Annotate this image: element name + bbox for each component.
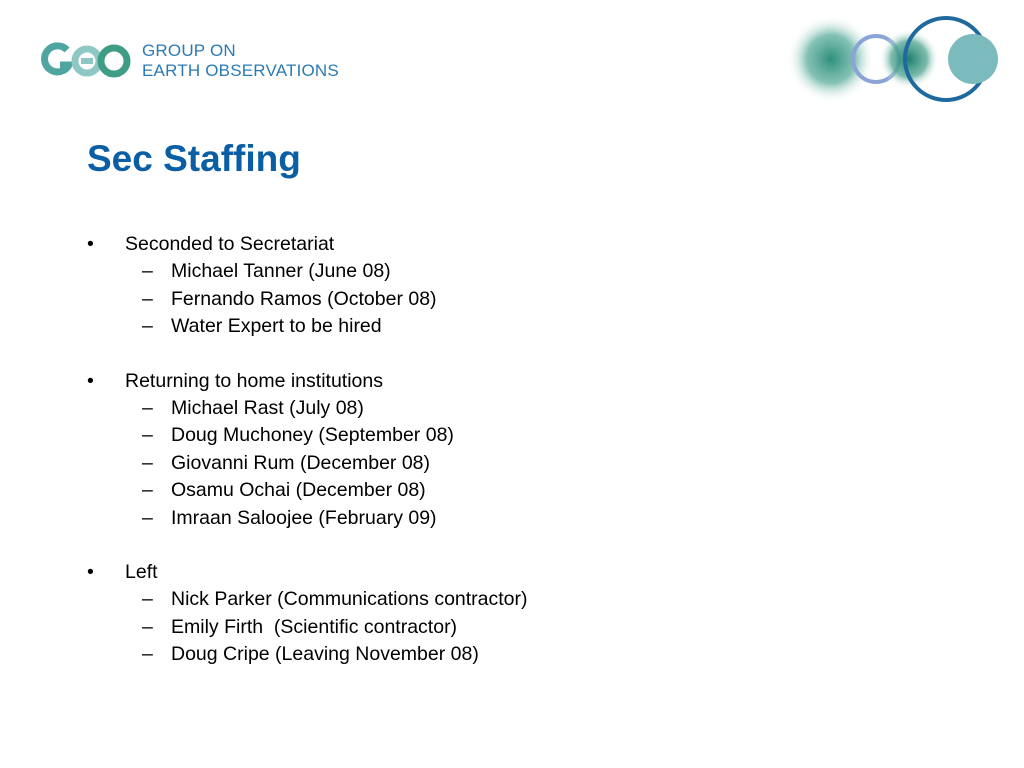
sub-bullet-text: Nick Parker (Communications contractor) [171, 588, 528, 611]
dash-marker: – [142, 287, 153, 310]
dash-marker: – [142, 588, 153, 611]
dash-marker: – [142, 643, 153, 666]
bullet-heading: Returning to home institutions [125, 369, 383, 392]
sub-bullet-text: Emily Firth (Scientific contractor) [171, 615, 458, 638]
sub-bullet-item [87, 586, 947, 613]
sub-bullet-list [87, 586, 947, 668]
logo-wordmark [142, 41, 339, 81]
dash-marker: – [142, 424, 153, 447]
decorative-circles-icon [776, 14, 1008, 106]
sub-bullet-item [87, 614, 947, 641]
bullet-marker: • [87, 233, 94, 255]
geo-logo-mark-icon [40, 40, 132, 82]
dash-marker: – [142, 315, 153, 338]
sub-bullet-item [87, 422, 947, 449]
bullet-marker: • [87, 369, 94, 392]
dash-marker: – [142, 451, 153, 474]
bullet-section [87, 231, 947, 341]
dash-marker: – [142, 506, 153, 529]
bullet-item [87, 559, 947, 586]
sub-bullet-text: Imraan Saloojee (February 09) [171, 506, 437, 529]
sub-bullet-text: Osamu Ochai (December 08) [171, 479, 426, 502]
dash-marker: – [142, 260, 153, 283]
dash-marker: – [142, 479, 153, 502]
sub-bullet-list [87, 395, 947, 532]
sub-bullet-item [87, 258, 947, 285]
sub-bullet-list [87, 258, 947, 340]
dash-marker: – [142, 396, 153, 419]
sub-bullet-text: Michael Tanner (June 08) [171, 260, 391, 283]
bullet-item [87, 231, 947, 258]
sub-bullet-item [87, 450, 947, 477]
sub-bullet-text: Water Expert to be hired [171, 315, 382, 338]
bullet-marker: • [87, 560, 94, 583]
bullet-heading: Seconded to Secretariat [125, 233, 335, 255]
sub-bullet-text: Fernando Ramos (October 08) [171, 287, 437, 310]
bullet-section [87, 559, 947, 669]
sub-bullet-item [87, 505, 947, 532]
sub-bullet-item [87, 395, 947, 422]
sub-bullet-text: Doug Muchoney (September 08) [171, 424, 454, 447]
dash-marker: – [142, 615, 153, 638]
sub-bullet-item [87, 313, 947, 340]
sub-bullet-text: Doug Cripe (Leaving November 08) [171, 643, 479, 666]
sub-bullet-text: Giovanni Rum (December 08) [171, 451, 431, 474]
sub-bullet-item [87, 641, 947, 668]
sub-bullet-item [87, 286, 947, 313]
sub-bullet-text: Michael Rast (July 08) [171, 396, 364, 419]
logo-line-2: EARTH OBSERVATIONS [142, 61, 339, 80]
bullet-section [87, 368, 947, 532]
logo-line-1: GROUP ON [142, 41, 236, 60]
sub-bullet-item [87, 477, 947, 504]
bullet-item [87, 368, 947, 395]
slide-title: Sec Staffing [87, 138, 301, 179]
geo-logo [40, 40, 339, 82]
slide-body [87, 231, 947, 668]
bullet-heading: Left [125, 560, 158, 583]
